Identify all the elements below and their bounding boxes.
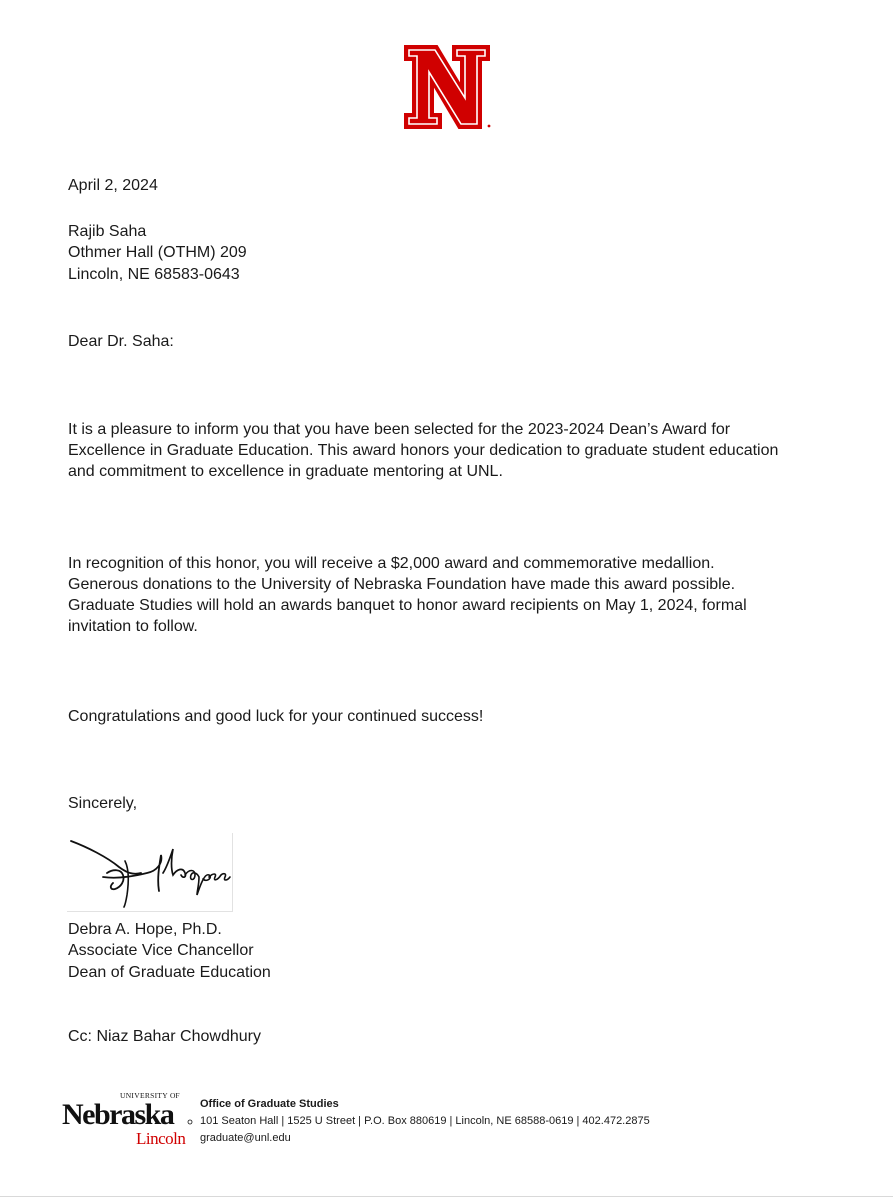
closing: Sincerely, bbox=[68, 795, 138, 812]
paragraph-line: Congratulations and good luck for your continued success! bbox=[68, 708, 484, 725]
paragraph-line: In recognition of this honor, you will receive a $2,000 award and commemorative medallion. bbox=[68, 555, 715, 572]
paragraph-line: Excellence in Graduate Education. This award honors your dedication to graduate student education bbox=[68, 442, 779, 459]
signer-name: Debra A. Hope, Ph.D. bbox=[68, 921, 222, 938]
footer-email: graduate@unl.edu bbox=[200, 1132, 291, 1144]
paragraph-line: Graduate Studies will hold an awards banquet to honor award recipients on May 1, 2024, formal bbox=[68, 597, 747, 614]
cc-line: Cc: Niaz Bahar Chowdhury bbox=[68, 1028, 261, 1045]
signer-title-2: Dean of Graduate Education bbox=[68, 964, 271, 981]
recipient-name: Rajib Saha bbox=[68, 223, 147, 240]
page-bottom-edge bbox=[0, 1196, 893, 1197]
paragraph-line: Generous donations to the University of Nebraska Foundation have made this award possible. bbox=[68, 576, 736, 593]
svg-text:OF: OF bbox=[170, 1091, 180, 1100]
svg-text:Nebraska: Nebraska bbox=[62, 1098, 174, 1131]
body-paragraph-congratulations bbox=[68, 706, 848, 727]
svg-text:Lincoln: Lincoln bbox=[136, 1129, 186, 1148]
footer-office-name: Office of Graduate Studies bbox=[200, 1098, 339, 1110]
body-paragraph-recognition bbox=[68, 553, 848, 637]
body-paragraph-award bbox=[68, 419, 848, 482]
letter-date: April 2, 2024 bbox=[68, 177, 158, 194]
paragraph-line: and commitment to excellence in graduate mentoring at UNL. bbox=[68, 463, 503, 480]
signer-title-1: Associate Vice Chancellor bbox=[68, 942, 254, 959]
svg-text:UNIVERSITY: UNIVERSITY bbox=[120, 1091, 168, 1100]
paragraph-line: It is a pleasure to inform you that you have been selected for the 2023-2024 Dean’s Award for bbox=[68, 421, 731, 438]
recipient-address-line2: Lincoln, NE 68583-0643 bbox=[68, 266, 240, 283]
footer-address: 101 Seaton Hall | 1525 U Street | P.O. Box 880619 | Lincoln, NE 68588-0619 | 402.472.2875 bbox=[200, 1115, 650, 1127]
signature-image bbox=[67, 833, 233, 912]
salutation: Dear Dr. Saha: bbox=[68, 333, 174, 350]
handwritten-signature bbox=[67, 833, 232, 911]
university-of-nebraska-lincoln-logo bbox=[62, 1088, 194, 1150]
nebraska-n-logo bbox=[403, 44, 491, 130]
paragraph-line: invitation to follow. bbox=[68, 618, 198, 635]
recipient-address-line1: Othmer Hall (OTHM) 209 bbox=[68, 244, 247, 261]
